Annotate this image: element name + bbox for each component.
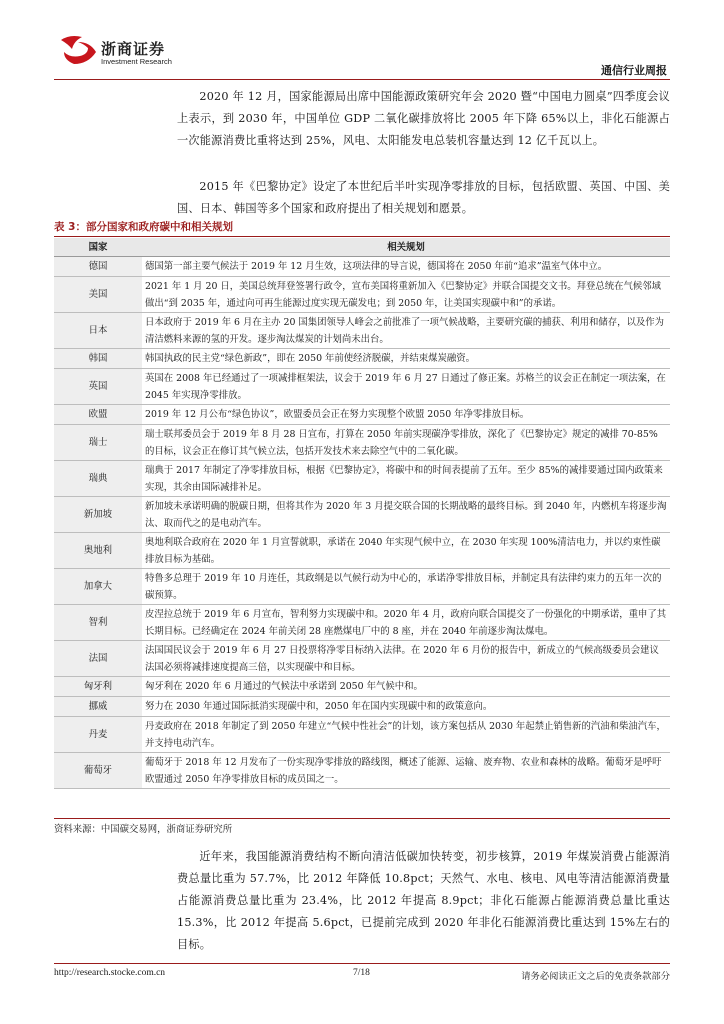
table-row — [54, 405, 670, 425]
table-row — [54, 533, 670, 569]
plan-cell: 瑞士联邦委员会于 2019 年 8 月 28 日宣布，打算在 2050 年前实现碳净零排放，深化了《巴黎协定》规定的减排 70-85%的目标，议会正在修订其气候立法，包括开发技术来去除空气中的二氧化碳。 — [142, 425, 670, 461]
country-cell: 匈牙利 — [54, 677, 142, 697]
table-row — [54, 497, 670, 533]
paragraph-energy-targets: 2020 年 12 月，国家能源局出席中国能源政策研究年会 2020 暨“中国电力圆桌”四季度会议上表示，到 2030 年，中国单位 GDP 二氧化碳排放将比 2005 年下降 65%以上，非化石能源占一次能源消费比重将达到 25%，风电、太阳能发电总装机容量达到 12 亿千瓦以上。 — [177, 90, 670, 147]
table-row — [54, 369, 670, 405]
plan-cell: 努力在 2030 年通过国际抵消实现碳中和，2050 年在国内实现碳中和的政策意向。 — [142, 697, 670, 717]
country-cell: 英国 — [54, 369, 142, 405]
plan-cell: 2021 年 1 月 20 日，美国总统拜登签署行政令，宣布美国将重新加入《巴黎协定》并联合国提交文书。拜登总统在气候邻域做出“到 2035 年，通过向可再生能源过度实现无碳发电；到 2050 年，让美国实现碳中和”的承诺。 — [142, 277, 670, 313]
country-cell: 欧盟 — [54, 405, 142, 425]
plan-cell: 葡萄牙于 2018 年 12 月发布了一份实现净零排放的路线图，概述了能源、运输、废弃物、农业和森林的战略。葡萄牙是呼吁欧盟通过 2050 年净零排放目标的成员国之一。 — [142, 753, 670, 789]
plan-cell: 匈牙利在 2020 年 6 月通过的气候法中承诺到 2050 年气候中和。 — [142, 677, 670, 697]
plan-cell: 奥地利联合政府在 2020 年 1 月宣誓就职，承诺在 2040 年实现气候中立，在 2030 年实现 100%清洁电力，并以约束性碳排放目标为基础。 — [142, 533, 670, 569]
paragraph-paris-agreement: 2015 年《巴黎协定》设定了本世纪后半叶实现净零排放的目标，包括欧盟、英国、中国、美国、日本、韩国等多个国家和政府提出了相关规划和愿景。 — [177, 180, 670, 215]
table-row — [54, 313, 670, 349]
table-row — [54, 677, 670, 697]
plan-cell: 2019 年 12 月公布“绿色协议”，欧盟委员会正在努力实现整个欧盟 2050 年净零排放目标。 — [142, 405, 670, 425]
plan-cell: 法国国民议会于 2019 年 6 月 27 日投票将净零目标纳入法律。在 2020 年 6 月份的报告中，新成立的气候高级委员会建议法国必须将减排速度提高三倍，以实现碳中和目标。 — [142, 641, 670, 677]
country-cell: 智利 — [54, 605, 142, 641]
paragraph-energy-structure: 近年来，我国能源消费结构不断向清洁低碳加快转变，初步核算，2019 年煤炭消费占能源消费总量比重为 57.7%，比 2012 年降低 10.8pct；天然气、水电、核电、风电等清洁能源消费量占能源消费总量比重为 23.4%，比 2012 年提高 8.9pct；非化石能源占能源消费总量比重达 15.3%，比 2012 年提高 5.6pct，已提前完成到 2020 年非化石能源消费比重达到 15%左右的目标。 — [177, 850, 670, 951]
country-cell: 加拿大 — [54, 569, 142, 605]
country-cell: 法国 — [54, 641, 142, 677]
table-top-rule — [54, 236, 670, 237]
country-cell: 瑞士 — [54, 425, 142, 461]
country-cell: 葡萄牙 — [54, 753, 142, 789]
country-cell: 挪威 — [54, 697, 142, 717]
source-note: 资料来源：中国碳交易网，浙商证券研究所 — [54, 824, 233, 835]
table-row — [54, 277, 670, 313]
column-header-country: 国家 — [54, 238, 142, 257]
plan-cell: 日本政府于 2019 年 6 月在主办 20 国集团领导人峰会之前批准了一项气候战略，主要研究碳的捕获、利用和储存，以及作为清洁燃料来源的氢的开发。逐步淘汰煤炭的计划尚未出台。 — [142, 313, 670, 349]
table-caption: 表 3：部分国家和政府碳中和相关规划 — [54, 221, 233, 233]
brand-name: 浙商证券 — [101, 40, 166, 58]
table-row — [54, 349, 670, 369]
table-row — [54, 569, 670, 605]
table-header-row — [54, 238, 670, 257]
company-logo-icon — [58, 32, 98, 66]
table-row — [54, 753, 670, 789]
plan-cell: 德国第一部主要气候法于 2019 年 12 月生效，这项法律的导言说，德国将在 2050 年前“追求”温室气体中立。 — [142, 257, 670, 277]
country-cell: 韩国 — [54, 349, 142, 369]
page-number: 7/18 — [353, 968, 370, 978]
plan-cell: 瑞典于 2017 年制定了净零排放目标，根据《巴黎协定》，将碳中和的时间表提前了五年。至少 85%的减排要通过国内政策来实现，其余由国际减排补足。 — [142, 461, 670, 497]
disclaimer-note: 请务必阅读正文之后的免责条款部分 — [521, 971, 670, 982]
plan-cell: 英国在 2008 年已经通过了一项减排框架法，议会于 2019 年 6 月 27 日通过了修正案。苏格兰的议会正在制定一项法案，在 2045 年实现净零排放。 — [142, 369, 670, 405]
country-cell: 新加坡 — [54, 497, 142, 533]
carbon-neutral-plans-table — [54, 238, 670, 789]
plan-cell: 特鲁多总理于 2019 年 10 月连任，其政纲是以气候行动为中心的，承诺净零排放目标，并制定具有法律约束力的五年一次的碳预算。 — [142, 569, 670, 605]
report-type-label: 通信行业周报 — [601, 64, 667, 77]
plan-cell: 韩国执政的民主党“绿色新政”，即在 2050 年前使经济脱碳，并结束煤炭融资。 — [142, 349, 670, 369]
footer-divider — [54, 963, 670, 964]
research-site-link[interactable]: http://research.stocke.com.cn — [54, 968, 166, 978]
table-row — [54, 717, 670, 753]
plan-cell: 皮涅拉总统于 2019 年 6 月宣布，智利努力实现碳中和。2020 年 4 月，政府向联合国提交了一份强化的中期承诺，重申了其长期目标。已经确定在 2024 年前关闭 28 座燃煤电厂中的 8 座，并在 2040 年前逐步淘汰煤电。 — [142, 605, 670, 641]
column-header-plan: 相关规划 — [142, 238, 670, 257]
country-cell: 丹麦 — [54, 717, 142, 753]
country-cell: 奥地利 — [54, 533, 142, 569]
plan-cell: 新加坡未承诺明确的脱碳日期，但将其作为 2020 年 3 月提交联合国的长期战略的最终目标。到 2040 年，内燃机车将逐步淘汰、取而代之的是电动汽车。 — [142, 497, 670, 533]
plan-cell: 丹麦政府在 2018 年制定了到 2050 年建立“气候中性社会”的计划，该方案包括从 2030 年起禁止销售新的汽油和柴油汽车，并支持电动汽车。 — [142, 717, 670, 753]
country-cell: 德国 — [54, 257, 142, 277]
table-row — [54, 697, 670, 717]
table-row — [54, 425, 670, 461]
header-divider — [54, 79, 670, 80]
brand-subtitle: Investment Research — [101, 57, 172, 66]
table-row — [54, 605, 670, 641]
table-row — [54, 641, 670, 677]
table-row — [54, 257, 670, 277]
table-bottom-rule — [54, 818, 670, 819]
country-cell: 瑞典 — [54, 461, 142, 497]
country-cell: 日本 — [54, 313, 142, 349]
table-row — [54, 461, 670, 497]
country-cell: 美国 — [54, 277, 142, 313]
